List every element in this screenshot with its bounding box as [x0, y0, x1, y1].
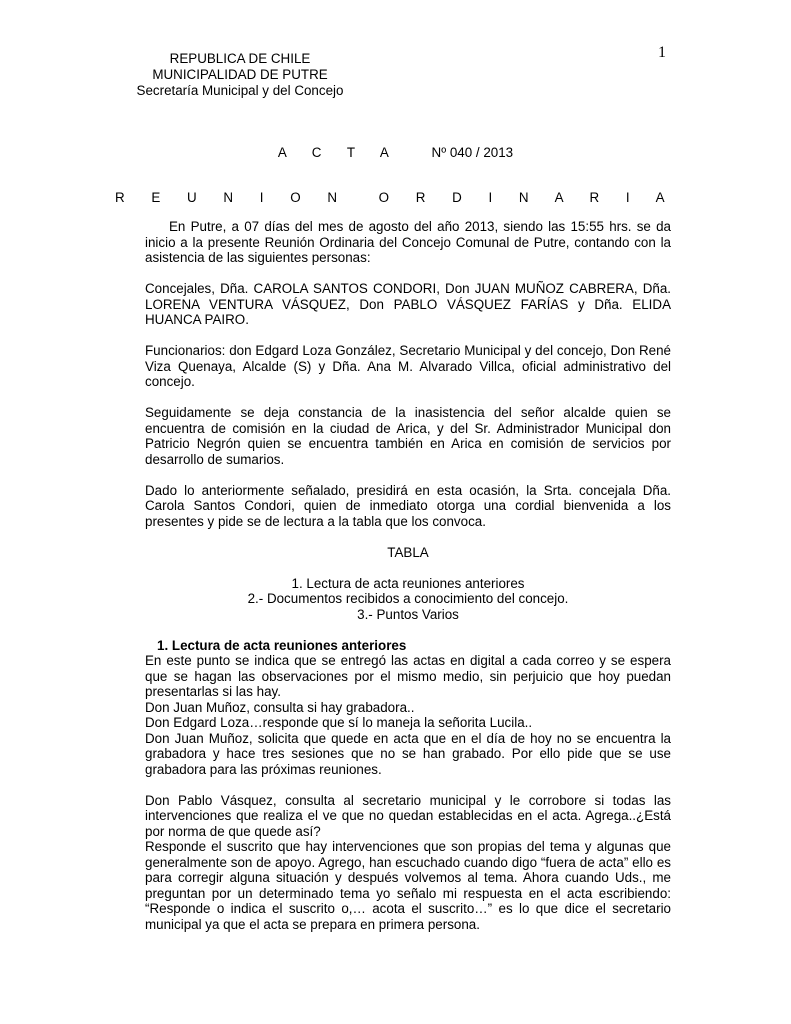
document-body [145, 219, 671, 932]
header-municipality: MUNICIPALIDAD DE PUTRE [152, 67, 328, 82]
inasistencia-paragraph: Seguidamente se deja constancia de la inasistencia del señor alcalde quien se encuentra de comisión en la ciudad de Arica, y del Sr. Administrador Municipal don Patricio Negrón quien se encuentra también en Arica en comisión de servicios por desarrollo de sumarios. [145, 405, 671, 467]
section-paragraph: Don Juan Muñoz, consulta si hay grabadora.. [145, 699, 415, 715]
intro-paragraph: En Putre, a 07 días del mes de agosto del año 2013, siendo las 15:55 hrs. se da inicio a la presente Reunión Ordinaria del Concejo Comunal de Putre, contando con la asistencia de las siguientes personas: [145, 219, 671, 265]
tabla-list [145, 576, 671, 623]
tabla-item: 2.- Documentos recibidos a conocimiento del concejo. [247, 591, 569, 606]
presidira-paragraph: Dado lo anteriormente señalado, presidirá en esta ocasión, la Srta. concejala Dña. Carola Santos Condori, quien de inmediato otorga una cordial bienvenida a los presentes y pide se de lectura a la tabla que los convoca. [145, 482, 671, 529]
document-header [130, 51, 350, 99]
section-heading: 1. Lectura de acta reuniones anteriores [157, 637, 407, 653]
tabla-item: 1. Lectura de acta reuniones anteriores [291, 575, 525, 591]
meeting-word-reunion: R E U N I O N [114, 190, 349, 205]
meeting-type-title [0, 190, 791, 205]
acta-number: Nº 040 / 2013 [431, 145, 514, 160]
section-paragraph: Don Juan Muñoz, solicita que quede en acta que en el día de hoy no se encuentra la grabadora y hace tres sesiones que no se han grabado. Por ello pide que se use grabadora para las próximas reuniones. [145, 730, 671, 777]
meeting-word-ordinaria: O R D I N A R I A [378, 190, 677, 205]
header-country: REPUBLICA DE CHILE [169, 51, 311, 66]
tabla-item: 3.- Puntos Varios [357, 606, 459, 622]
tabla-title: TABLA [387, 544, 429, 560]
acta-title [0, 145, 791, 160]
section-paragraph: En este punto se indica que se entregó las actas en digital a cada correo y se espera que se hagan las observaciones por el mismo medio, sin perjuicio que hoy puedan presentarlas si las hay. [145, 653, 671, 699]
page-number: 1 [658, 44, 666, 61]
header-department: Secretaría Municipal y del Concejo [136, 83, 344, 98]
section-paragraph: Don Edgard Loza…responde que sí lo maneja la señorita Lucila.. [145, 715, 533, 730]
pablo-paragraph: Don Pablo Vásquez, consulta al secretario municipal y le corrobore si todas las intervenciones que realiza el ve que no quedan establecidas en el acta. Agrega..¿Está por norma de que quede así? [145, 792, 671, 839]
funcionarios-paragraph: Funcionarios: don Edgard Loza González, Secretario Municipal y del concejo, Don René Viza Quenaya, Alcalde (S) y Dña. Ana M. Alvarado Villca, oficial administrativo del concejo. [145, 343, 671, 389]
responde-paragraph: Responde el suscrito que hay intervenciones que son propias del tema y algunas que generalmente son de apoyo. Agrego, han escuchado cuando digo “fuera de acta” ello es para corregir alguna situación y después volvemos al tema. Ahora cuando Uds., me preguntan por un determinado tema yo señalo mi respuesta en el acta escribiendo: “Responde o indica el suscrito o,… acota el suscrito…” es lo que dice el secretario municipal ya que el acta se prepara en primera persona. [145, 839, 671, 932]
concejales-paragraph: Concejales, Dña. CAROLA SANTOS CONDORI, Don JUAN MUÑOZ CABRERA, Dña. LORENA VENTURA VÁSQUEZ, Don PABLO VÁSQUEZ FARÍAS y Dña. ELIDA HUANCA PAIRO. [145, 281, 671, 327]
acta-label: A C T A [277, 145, 400, 160]
